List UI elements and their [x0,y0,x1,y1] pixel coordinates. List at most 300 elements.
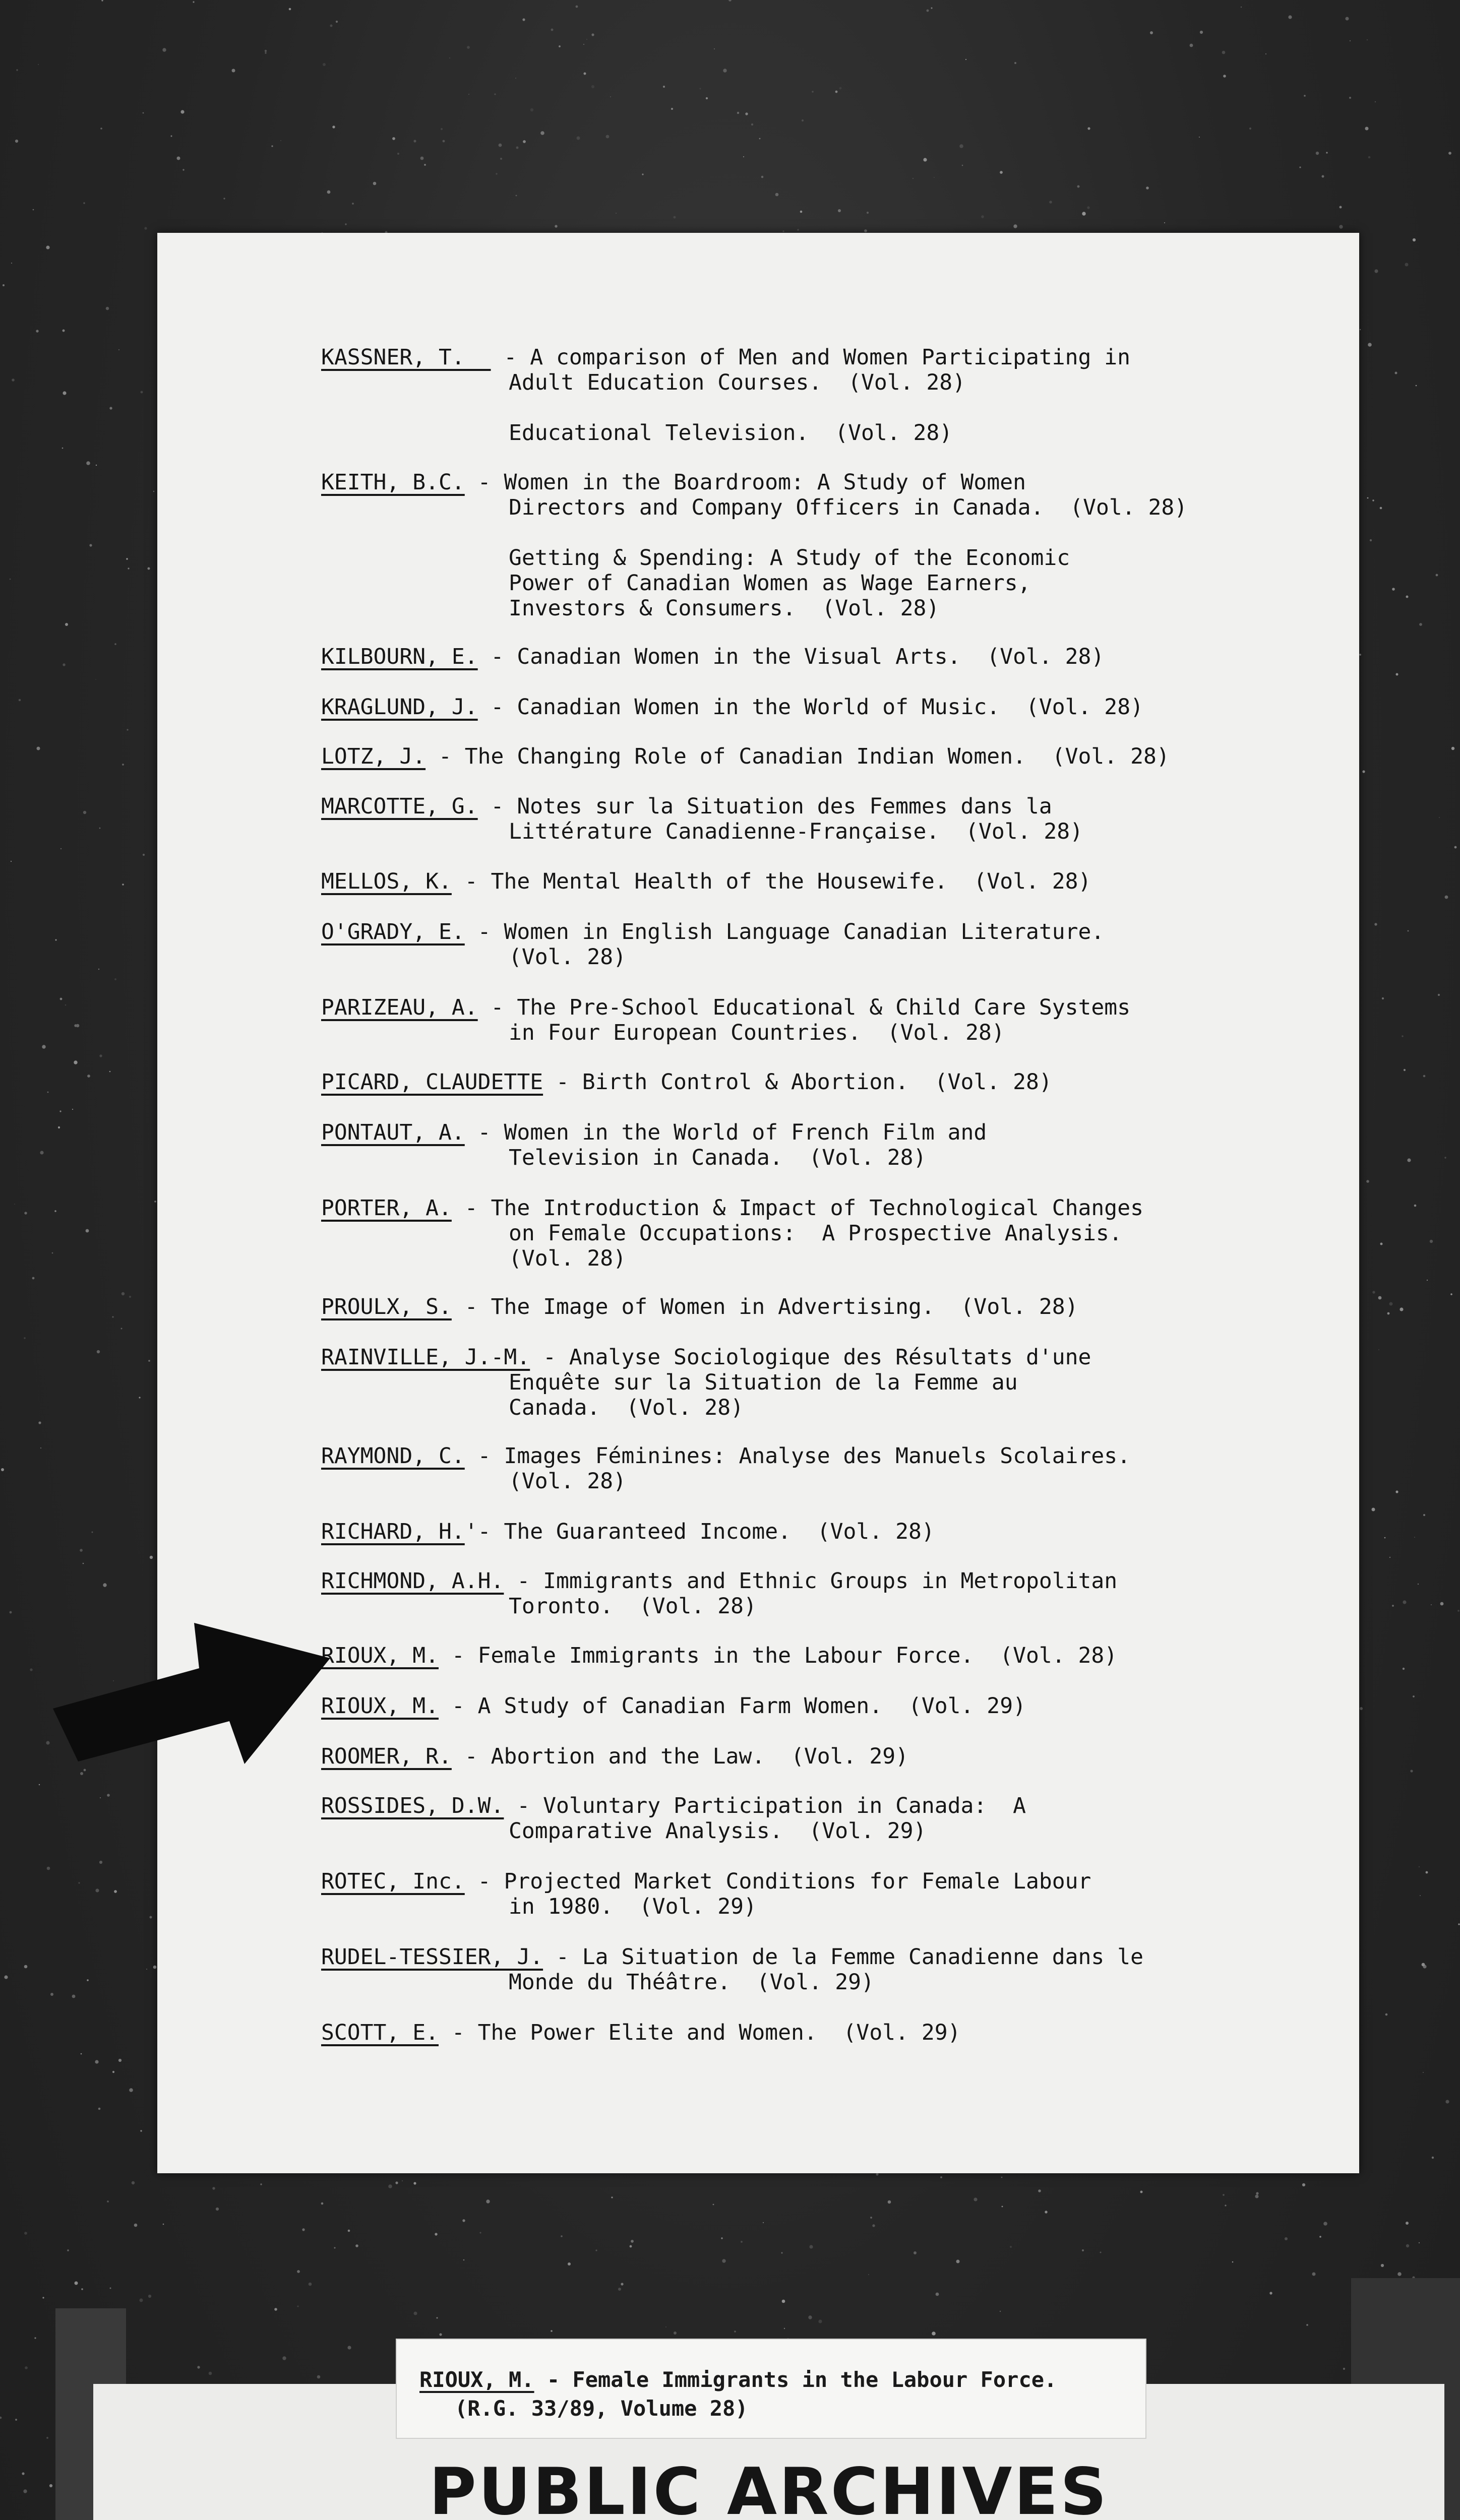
entry-title-line: Investors & Consumers. (Vol. 28) [509,596,940,621]
grain-dot [479,2232,481,2233]
grain-dot [1256,2192,1258,2194]
grain-dot [974,2197,977,2201]
grain-dot [1405,263,1409,267]
grain-dot [98,969,99,970]
grain-dot [1416,385,1417,387]
grain-dot [81,2053,82,2055]
grain-dot [1418,1584,1419,1585]
grain-dot [38,1421,41,1424]
grain-dot [737,112,739,114]
grain-dot [289,8,291,11]
grain-dot [1431,1604,1432,1605]
grain-dot [1265,53,1266,54]
grain-dot [1389,1302,1393,1306]
grain-dot [107,2200,109,2202]
grain-dot [86,1229,89,1233]
grain-dot [297,2270,300,2273]
grain-dot [1225,2204,1226,2206]
grain-dot [122,884,124,886]
grain-dot [19,699,21,702]
grain-dot [260,2183,262,2185]
entry-author: PORTER, A. [321,1195,452,1221]
bibliography-entry [321,744,1170,769]
grain-dot [1285,2237,1288,2240]
grain-dot [72,1109,73,1110]
grain-dot [936,2293,939,2296]
entry-author: ROTEC, Inc. [321,1869,465,1894]
entry-author: KEITH, B.C. [321,470,465,495]
grain-dot [800,211,803,213]
entry-separator: - [477,995,517,1020]
grain-dot [797,229,799,231]
grain-dot [1422,1963,1425,1967]
grain-dot [42,2297,44,2298]
grain-dot [1326,152,1327,153]
grain-dot [1304,95,1306,97]
grain-dot [1010,2246,1012,2248]
grain-dot [1426,1871,1428,1874]
grain-dot [24,2232,27,2235]
entry-author: PONTAUT, A. [321,1120,465,1145]
grain-dot [1360,329,1361,330]
grain-dot [86,461,90,465]
grain-dot [12,379,15,382]
entry-separator: - [439,1693,478,1719]
grain-dot [1396,673,1398,676]
bibliography-entry [321,1195,1143,1271]
grain-dot [347,2346,351,2349]
grain-dot [14,1204,15,1205]
grain-dot [355,2244,358,2247]
grain-dot [83,202,85,204]
grain-dot [180,110,184,113]
entry-title-line: in 1980. (Vol. 29) [509,1894,757,1919]
entry-author: LOTZ, J. [321,744,426,769]
typed-document-page [157,233,1359,2173]
entry-title-line: Toronto. (Vol. 28) [509,1594,757,1619]
grain-dot [802,119,804,121]
grain-dot [1319,2236,1321,2238]
grain-dot [118,349,119,350]
grain-dot [1387,1312,1390,1315]
grain-dot [1410,1770,1413,1772]
grain-dot [1400,1307,1403,1311]
grain-dot [784,2328,785,2329]
grain-dot [395,2181,398,2184]
grain-dot [611,2196,613,2198]
bibliography-entry [321,1643,1117,1668]
slip-citation [419,2367,1057,2392]
grain-dot [193,1,194,3]
grain-dot [745,112,748,115]
grain-dot [54,1210,56,1212]
bibliography-entry [321,1443,1130,1494]
grain-dot [76,1024,80,1028]
grain-dot [1316,152,1319,155]
bibliography-entry [321,1693,1026,1719]
bibliography-entry [321,1744,908,1769]
entry-title-line: The Mental Health of the Housewife. (Vol. 28) [491,869,1091,894]
grain-dot [89,544,92,546]
grain-dot [956,2260,960,2263]
grain-dot [743,156,744,157]
entry-title-line: The Power Elite and Women. (Vol. 29) [477,2020,961,2045]
grain-dot [1420,1895,1421,1896]
grain-dot [129,1296,131,1298]
pointer-arrow-icon [48,1613,350,1774]
grain-dot [449,57,450,58]
grain-dot [1082,2249,1084,2251]
grain-dot [110,2288,111,2289]
entry-title-line: Women in the World of French Film and [504,1120,987,1145]
grain-dot [75,2282,78,2285]
grain-dot [1419,2242,1420,2243]
entry-title-line: Power of Canadian Women as Wage Earners, [509,571,1031,596]
grain-dot [1448,152,1451,155]
grain-dot [87,1075,90,1078]
grain-dot [197,2366,200,2368]
bibliography-entry [321,1793,1026,1844]
grain-dot [616,213,617,214]
entry-author: KILBOURN, E. [321,644,478,669]
grain-dot [1150,31,1153,34]
entry-author: RUDEL-TESSIER, J. [321,1944,543,1970]
bibliography-entry [321,1345,1091,1420]
grain-dot [282,2356,286,2360]
grain-dot [1359,654,1361,656]
grain-dot [413,2182,416,2184]
grain-dot [46,245,49,249]
grain-dot [80,1549,83,1552]
grain-dot [1419,1866,1420,1867]
entry-separator: - [464,1120,504,1145]
grain-dot [722,2259,725,2262]
grain-dot [60,848,62,849]
entry-title-line: Directors and Company Officers in Canada. (Vol. 28) [509,495,1188,520]
grain-dot [1451,747,1454,750]
bibliography-entry [321,1120,987,1170]
grain-dot [561,2235,563,2237]
grain-dot [182,169,184,170]
grain-dot [1013,224,1017,228]
grain-dot [345,223,346,225]
entry-separator: - [477,644,517,669]
grain-dot [1440,1602,1444,1606]
entry-title-line: A comparison of Men and Women Participating in [530,345,1131,370]
entry-author: MELLOS, K. [321,869,452,894]
grain-dot [1372,1508,1375,1511]
grain-dot [1000,171,1003,174]
grain-dot [914,2251,917,2254]
grain-dot [835,91,838,93]
grain-dot [1269,2292,1272,2294]
entry-separator: - [451,1294,491,1319]
entry-title-line: The Introduction & Impact of Technological Changes [491,1195,1143,1221]
grain-dot [864,229,867,232]
grain-dot [870,2217,872,2219]
grain-dot [496,173,497,174]
entry-author: O'GRADY, E. [321,919,465,944]
grain-dot [551,2330,553,2332]
grain-dot [95,679,96,680]
entry-title-line: Notes sur la Situation des Femmes dans la [517,794,1052,819]
entry-separator: - [530,1345,569,1370]
grain-dot [499,144,502,147]
grain-dot [129,2088,133,2092]
grain-dot [58,1126,60,1128]
grain-dot [25,2366,28,2369]
grain-dot [232,69,235,73]
entry-separator: - [464,919,504,944]
grain-dot [1232,2261,1234,2263]
entry-author: ROSSIDES, D.W. [321,1793,504,1818]
grain-dot [24,1212,27,1214]
grain-dot [1038,2189,1041,2192]
grain-dot [63,330,65,332]
slip-reference-number: (R.G. 33/89, Volume 28) [455,2396,748,2421]
grain-dot [97,1350,100,1353]
grain-dot [516,147,519,149]
grain-dot [700,88,701,90]
entry-separator: - [504,1568,543,1594]
grain-dot [1222,51,1226,54]
slip-author: RIOUX, M. [419,2367,534,2392]
grain-dot [463,2259,465,2261]
grain-dot [148,2295,151,2298]
grain-dot [1255,2195,1259,2198]
grain-dot [177,157,180,160]
grain-dot [11,263,12,264]
entry-separator: '- [464,1519,504,1544]
grain-dot [1343,2368,1345,2370]
grain-dot [92,1532,93,1533]
grain-dot [462,2219,465,2222]
grain-dot [141,391,143,394]
grain-dot [223,198,225,199]
grain-dot [163,2224,164,2225]
grain-dot [127,729,128,730]
grain-dot [1322,175,1324,178]
grain-dot [734,2330,736,2333]
entry-title-line: Voluntary Participation in Canada: A [543,1793,1026,1818]
grain-dot [112,2071,114,2073]
grain-dot [674,2332,677,2335]
grain-dot [280,140,281,141]
grain-dot [62,448,64,449]
entry-author: MARCOTTE, G. [321,794,478,819]
grain-dot [39,1784,40,1785]
grain-dot [126,558,128,559]
grain-dot [144,227,147,229]
grain-dot [1367,39,1368,41]
grain-dot [10,1611,12,1614]
grain-dot [618,2288,621,2291]
grain-dot [63,391,66,395]
grain-dot [107,1794,110,1797]
grain-dot [49,2484,52,2487]
grain-dot [439,2333,442,2336]
grain-dot [15,140,18,143]
grain-dot [437,2317,438,2319]
grain-dot [1445,896,1448,899]
grain-dot [1380,507,1382,510]
grain-dot [1406,2222,1409,2225]
grain-dot [16,69,18,71]
grain-dot [584,73,586,75]
grain-dot [1372,1291,1375,1293]
grain-dot [65,623,68,626]
grain-dot [522,18,525,21]
grain-dot [1413,1695,1415,1697]
grain-dot [931,8,933,9]
grain-dot [348,2230,350,2232]
grain-dot [33,209,34,211]
grain-dot [1439,817,1440,818]
grain-dot [981,215,984,218]
grain-dot [1241,7,1242,8]
entry-separator: - [425,744,465,769]
grain-dot [591,85,594,88]
grain-dot [1368,156,1371,159]
entry-author: KASSNER, T. [321,345,491,370]
grain-dot [1349,97,1351,99]
grain-dot [209,2372,212,2375]
grain-dot [1382,997,1384,999]
grain-dot [1450,1293,1452,1295]
grain-dot [63,663,65,666]
grain-dot [59,1110,61,1112]
grain-dot [74,1060,77,1064]
grain-dot [441,128,443,130]
grain-dot [148,1360,150,1362]
grain-dot [153,491,154,492]
grain-dot [1419,623,1422,626]
grain-dot [114,978,116,980]
grain-dot [414,2312,417,2315]
grain-dot [591,33,594,36]
grain-dot [36,330,38,332]
grain-dot [1389,1557,1390,1558]
grain-dot [1323,2222,1327,2226]
grain-dot [630,2245,632,2248]
grain-dot [67,2249,69,2251]
grain-dot [721,2237,722,2239]
entry-title-line: Canadian Women in the Visual Arts. (Vol. 28) [517,644,1105,669]
grain-dot [1000,2311,1001,2312]
grain-dot [595,2249,597,2251]
entry-author: RICHMOND, A.H. [321,1568,504,1594]
grain-dot [1,1468,4,1471]
entry-separator: - [477,794,517,819]
grain-dot [1366,1180,1369,1183]
grain-dot [1378,1296,1382,1300]
grain-dot [106,307,109,310]
grain-dot [932,2332,936,2336]
grain-dot [139,1397,140,1398]
grain-dot [424,164,426,166]
grain-dot [373,182,377,185]
grain-dot [1339,225,1343,228]
grain-dot [1423,1514,1425,1516]
grain-dot [50,1993,53,1996]
grain-dot [100,128,102,130]
entry-separator: - [464,1869,504,1894]
grain-dot [87,1979,89,1981]
grain-dot [1375,101,1376,102]
grain-dot [99,1861,102,1864]
grain-dot [1395,1490,1398,1493]
grain-dot [118,2059,121,2062]
grain-dot [1360,1707,1363,1710]
grain-dot [1302,2183,1305,2186]
grain-dot [1002,2206,1003,2208]
grain-dot [1249,128,1251,130]
grain-dot [72,1995,76,1998]
grain-dot [1164,222,1165,223]
grain-dot [888,2200,891,2204]
grain-dot [713,2204,714,2206]
grain-dot [24,1337,25,1339]
grain-dot [775,193,779,197]
grain-dot [81,2288,83,2290]
grain-dot [1372,499,1374,501]
entry-title-line: Canada. (Vol. 28) [509,1395,744,1420]
archive-name-english: PUBLIC ARCHIVES [429,2454,1109,2520]
entry-title-line: Monde du Théâtre. (Vol. 29) [509,1970,874,1995]
grain-dot [150,1556,153,1559]
entry-author: PARIZEAU, A. [321,995,478,1020]
grain-dot [1406,596,1409,598]
grain-dot [47,1092,49,1093]
grain-dot [872,2224,875,2227]
grain-dot [413,140,416,142]
bibliography-entry [321,1568,1117,1619]
entry-title-line: Women in the Boardroom: A Study of Women [504,470,1026,495]
grain-dot [782,2300,785,2303]
grain-dot [1395,372,1397,374]
slip-title: - Female Immigrants in the Labour Force. [534,2367,1057,2392]
grain-dot [37,747,40,750]
grain-dot [1423,2072,1424,2073]
grain-dot [1199,137,1200,138]
grain-dot [741,2241,743,2243]
grain-dot [1368,343,1372,347]
grain-dot [22,2472,24,2475]
reference-slip [396,2339,1146,2439]
entry-title-line: in Four European Countries. (Vol. 28) [509,1020,1005,1045]
bibliography-entry [321,1944,1143,1995]
grain-dot [121,1292,125,1295]
grain-dot [761,176,764,178]
grain-dot [212,2187,215,2189]
entry-author: RAINVILLE, J.-M. [321,1345,530,1370]
entry-title-line: on Female Occupations: A Prospective Analysis. [509,1221,1122,1246]
grain-dot [568,2262,571,2265]
entry-separator: - [543,1944,582,1970]
grain-dot [1340,206,1342,209]
grain-dot [143,112,144,114]
grain-dot [1140,2191,1143,2193]
bibliography-entry [321,644,1104,669]
entry-author: RAYMOND, C. [321,1443,465,1469]
bibliography-entry [321,869,1091,894]
grain-dot [1367,497,1369,499]
grain-dot [763,2222,764,2223]
grain-dot [577,137,580,140]
grain-dot [392,137,395,140]
entry-title-line: Images Féminines: Analyse des Manuels Scolaires. [504,1443,1131,1469]
grain-dot [782,230,784,232]
